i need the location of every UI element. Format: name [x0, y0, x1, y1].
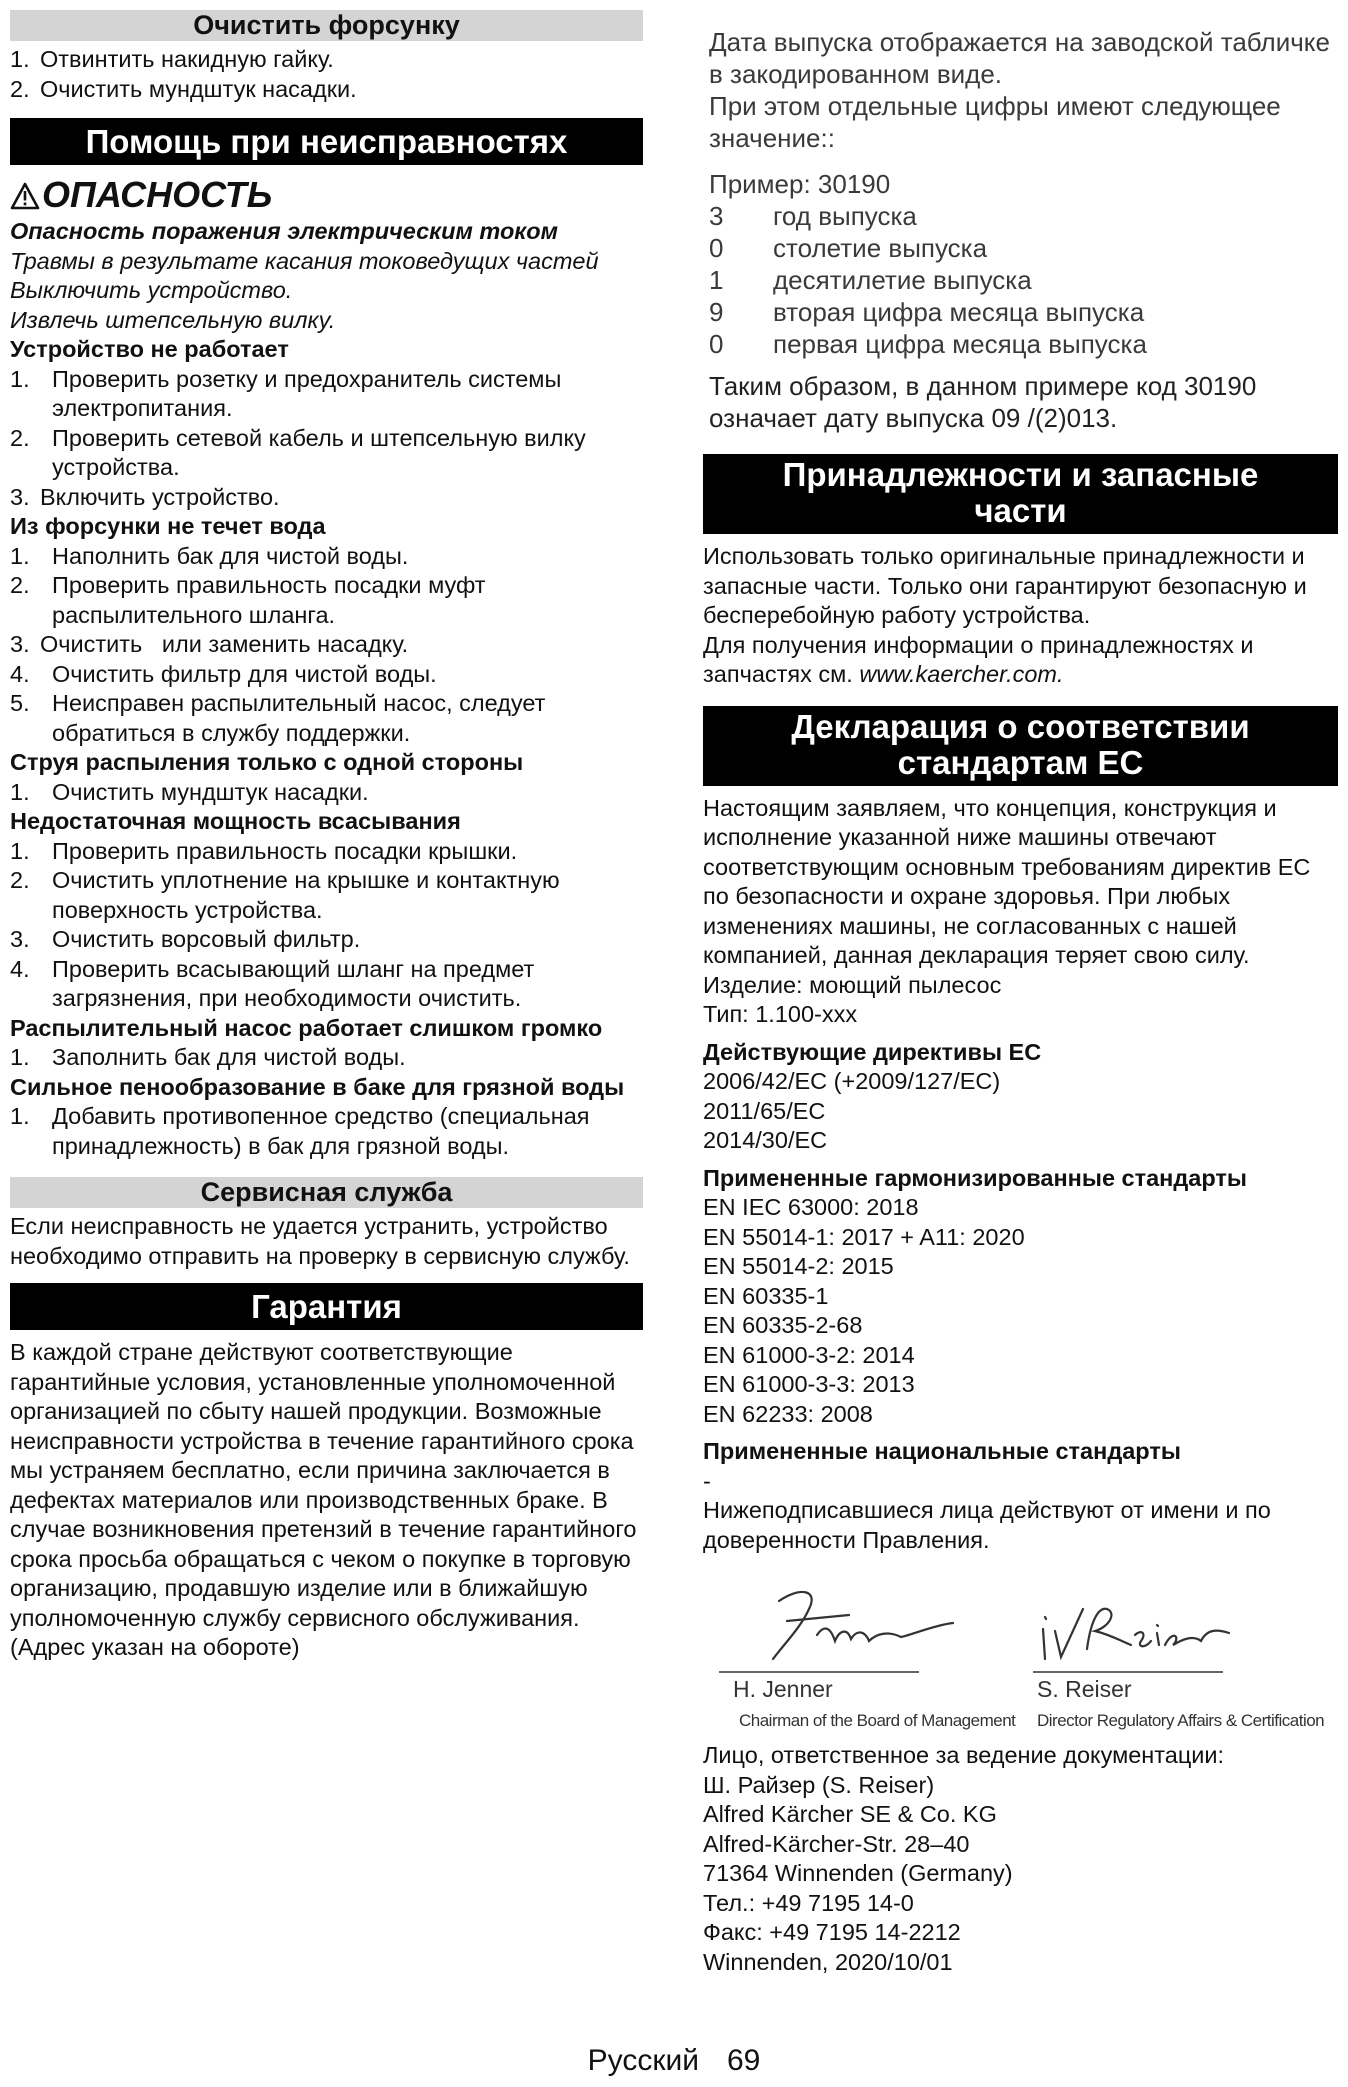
list-item: 5. Неисправен распылительный насос, следует обратиться в службу поддержки. [10, 690, 546, 746]
date-code-row: 0 столетие выпуска [709, 233, 988, 263]
list-item: 1. Наполнить бак для чистой воды. [10, 542, 409, 569]
date-code-summary: Таким образом, в данном примере код 30190 означает дату выпуска 09 /(2)013. [709, 371, 1257, 433]
list-item: 3. Очистить ворсовый фильтр. [10, 926, 361, 952]
signatories-text: Нижеподписавшиеся лица действуют от имени и по доверенности Правления. [703, 1497, 1271, 1553]
signatory-name: H. Jenner [733, 1676, 833, 1702]
date-code-example: Пример: 30190 [709, 169, 891, 199]
nozzle-section-title: Очистить форсунку [10, 10, 643, 41]
date-code-section [709, 26, 1338, 434]
standard-item: EN 61000-3-3: 2013 [703, 1371, 915, 1397]
service-section-title: Сервисная служба [10, 1177, 643, 1208]
list-item: 2. Проверить правильность посадки муфт распылительного шланга. [10, 572, 486, 628]
date-code-row: 1 десятилетие выпуска [709, 265, 1032, 295]
group-heading: Недостаточная мощность всасывания [10, 808, 461, 834]
warranty-text: В каждой стране действуют соответствующие гарантийные условия, установленные уполномоченной организацией по сбыту нашей продукции. Возможные неисправности устройства в течение гарантийного срока мы устраняем бесплатно, если причина заключается в дефектах материалов или производственных браке. В случае возникновения претензий в течение гарантийного срока просьба обращаться с чеком о покупке в торговую организацию, продавшую изделие или в ближайшую уполномоченную службу сервисного обслуживания. [10, 1339, 637, 1631]
signatory-role: Director Regulatory Affairs & Certification [1037, 1711, 1325, 1730]
doc-line: Факс: +49 7195 14-2212 [703, 1919, 961, 1945]
standard-item: EN 60335-2-68 [703, 1312, 863, 1338]
standard-item: EN 55014-1: 2017 + A11: 2020 [703, 1223, 1025, 1250]
warranty-title: Гарантия [10, 1283, 643, 1330]
declaration-title: Декларация о соответствии стандартам ЕС [703, 706, 1338, 786]
list-item: 2. Проверить сетевой кабель и штепсельную вилку устройства. [10, 424, 586, 480]
standard-item: EN 60335-1 [703, 1282, 829, 1309]
danger-line: Извлечь штепсельную вилку. [10, 306, 336, 333]
harmonized-heading: Примененные гармонизированные стандарты [703, 1164, 1247, 1191]
danger-label: ОПАСНОСТЬ [10, 173, 643, 217]
doc-line: 71364 Winnenden (Germany) [703, 1860, 1013, 1886]
signatures [703, 1579, 1338, 1729]
warranty-note: (Адрес указан на обороте) [10, 1634, 300, 1660]
national-value: - [703, 1467, 711, 1494]
list-item: 4. Очистить фильтр для чистой воды. [10, 660, 437, 687]
group-heading: Устройство не работает [10, 336, 289, 362]
signatory-role: Chairman of the Board of Management [739, 1711, 1016, 1730]
list-item: 1. Очистить мундштук насадки. [10, 778, 369, 805]
troubleshooting-title: Помощь при неисправностях [10, 118, 643, 165]
declaration-text: Настоящим заявляем, что концепция, конструкция и исполнение указанной ниже машины отвечают соответствующим основным требованиям директив ЕС по безопасности и охране здоровья. При любых изменениях машины, не согласованных с нашей компанией, данная декларация теряет свою силу. [703, 794, 1311, 968]
standard-item: EN 61000-3-2: 2014 [703, 1341, 915, 1368]
date-code-intro: Дата выпуска отображается на заводской табличке в закодированном виде. [709, 27, 1330, 89]
doc-line: Winnenden, 2020/10/01 [703, 1948, 953, 1975]
group-heading: Струя распыления только с одной стороны [10, 749, 524, 775]
handwritten-signature-icon [739, 1579, 969, 1675]
service-text: Если неисправность не удается устранить, устройство необходимо отправить на проверку в сервисную службу. [10, 1213, 630, 1269]
group-heading: Сильное пенообразование в баке для грязной воды [10, 1073, 625, 1100]
accessories-text: Использовать только оригинальные принадлежности и запасные части. Только они гарантируют безопасную и бесперебойную работу устройства. [703, 543, 1307, 628]
danger-subtitle: Опасность поражения электрическим током [10, 218, 558, 244]
list-item: 1. Проверить правильность посадки крышки. [10, 837, 518, 864]
accessories-title: Принадлежности и запасные части [703, 454, 1338, 534]
standard-item: EN 62233: 2008 [703, 1400, 873, 1427]
directive-item: 2014/30/EC [703, 1127, 828, 1153]
list-item: 1. Отвинтить накидную гайку. [10, 46, 334, 72]
directive-item: 2006/42/EC (+2009/127/EC) [703, 1068, 1001, 1094]
list-item: 1. Проверить розетку и предохранитель системы электропитания. [10, 365, 562, 421]
list-item: 1. Добавить противопенное средство (специальная принадлежность) в бак для грязной воды. [10, 1103, 590, 1159]
page-footer [0, 2044, 1348, 2078]
doc-line: Alfred Kärcher SE & Co. KG [703, 1801, 997, 1827]
directive-item: 2011/65/EC [703, 1097, 826, 1124]
list-item: 3. Включить устройство. [10, 483, 280, 510]
page-number: 69 [726, 2044, 761, 2077]
doc-line: Тел.: +49 7195 14-0 [703, 1889, 914, 1916]
warning-triangle-icon [10, 182, 40, 210]
list-item: 1. Заполнить бак для чистой воды. [10, 1044, 406, 1070]
left-column [10, 10, 643, 1663]
group-heading: Распылительный насос работает слишком громко [10, 1014, 603, 1041]
signatory-name: S. Reiser [1037, 1676, 1132, 1702]
right-column [703, 10, 1338, 1977]
group-heading: Из форсунки не течет вода [10, 513, 326, 539]
standard-item: EN 55014-2: 2015 [703, 1253, 894, 1279]
handwritten-signature-icon [1033, 1579, 1233, 1675]
list-item: 2. Очистить мундштук насадки. [10, 75, 357, 102]
date-code-meaning: При этом отдельные цифры имеют следующее значение:: [709, 91, 1281, 153]
date-code-row: 9 вторая цифра месяца выпуска [709, 297, 1145, 327]
doc-line: Alfred-Kärcher-Str. 28–40 [703, 1830, 970, 1857]
doc-line: Лицо, ответственное за ведение документации: [703, 1742, 1225, 1768]
list-item: 2. Очистить уплотнение на крышке и контактную поверхность устройства. [10, 867, 560, 923]
danger-line: Травмы в результате касания токоведущих частей [10, 247, 599, 274]
doc-line: Ш. Райзер (S. Reiser) [703, 1771, 935, 1798]
kaercher-link[interactable]: www.kaercher.com. [859, 661, 1064, 687]
date-code-row: 0 первая цифра месяца выпуска [709, 329, 1147, 359]
declaration-type: Тип: 1.100-xxx [703, 1001, 858, 1027]
date-code-row: 3 год выпуска [709, 201, 917, 231]
troubleshooting-groups [10, 335, 643, 1161]
accessories-info: Для получения информации о принадлежностях и запчастях см. www.kaercher.com. [703, 631, 1254, 687]
nozzle-steps [10, 45, 643, 104]
danger-line: Выключить устройство. [10, 277, 293, 303]
directives-heading: Действующие директивы ЕС [703, 1038, 1042, 1065]
declaration-product: Изделие: моющий пылесос [703, 971, 1002, 998]
standard-item: EN IEC 63000: 2018 [703, 1194, 919, 1220]
list-item: 3. Очистить или заменить насадку. [10, 631, 409, 657]
national-heading: Примененные национальные стандарты [703, 1438, 1181, 1464]
footer-language: Русский [587, 2044, 699, 2077]
list-item: 4. Проверить всасывающий шланг на предмет загрязнения, при необходимости очистить. [10, 955, 535, 1011]
